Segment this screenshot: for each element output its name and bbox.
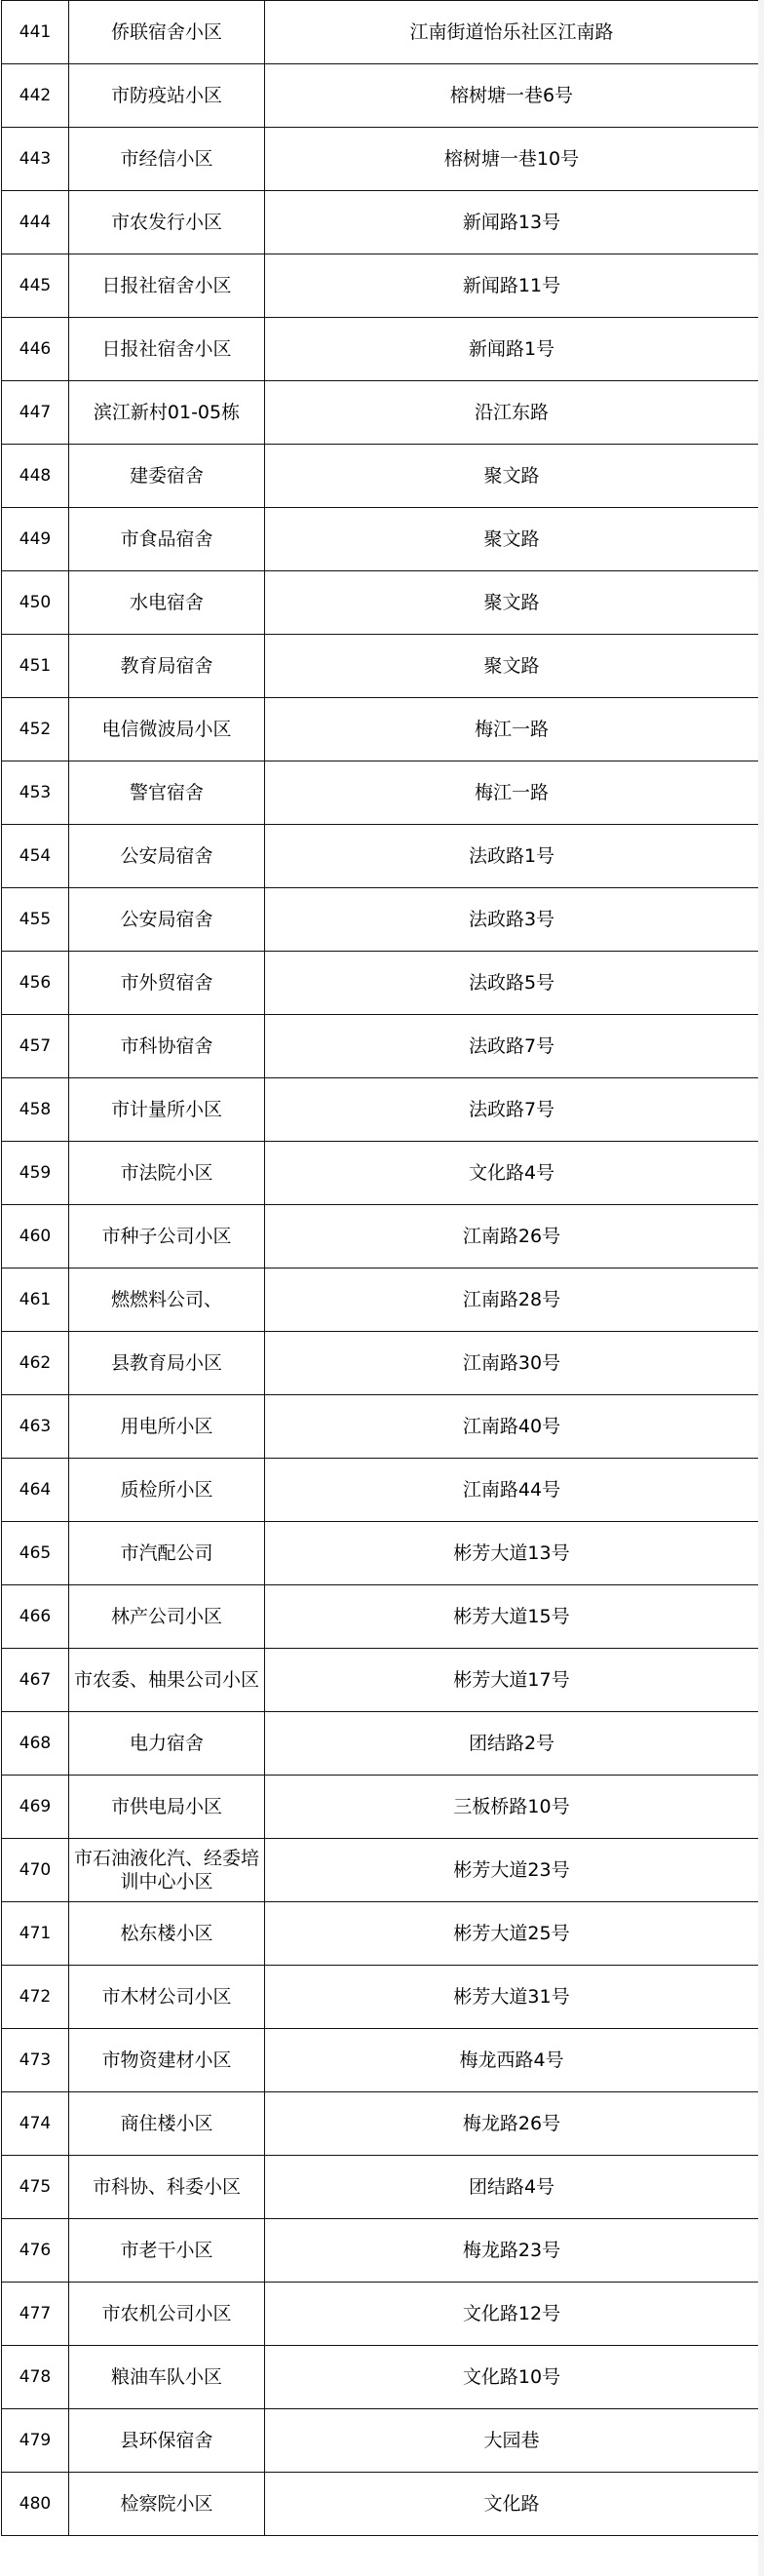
address-cell: 新闻路11号: [265, 254, 759, 318]
row-number-cell: 452: [2, 698, 69, 761]
table-row: [2, 698, 759, 761]
table-row: [2, 1459, 759, 1522]
row-number-cell: 448: [2, 445, 69, 508]
row-number-cell: 463: [2, 1395, 69, 1459]
row-number-cell: 446: [2, 318, 69, 381]
table-row: [2, 1332, 759, 1395]
community-name-cell: 市科协、科委小区: [69, 2156, 265, 2219]
community-name-cell: 滨江新村01-05栋: [69, 381, 265, 445]
address-cell: 江南路40号: [265, 1395, 759, 1459]
row-number-cell: 451: [2, 635, 69, 698]
address-cell: 文化路: [265, 2473, 759, 2536]
table-row: [2, 191, 759, 254]
row-number-cell: 442: [2, 64, 69, 128]
community-name-cell: 市食品宿舍: [69, 508, 265, 571]
community-name-cell: 侨联宿舍小区: [69, 1, 265, 64]
community-name-cell: 教育局宿舍: [69, 635, 265, 698]
address-cell: 彬芳大道23号: [265, 1839, 759, 1902]
community-name-cell: 质检所小区: [69, 1459, 265, 1522]
table-row: [2, 761, 759, 825]
table-row: [2, 2409, 759, 2473]
address-cell: 新闻路13号: [265, 191, 759, 254]
address-cell: 彬芳大道13号: [265, 1522, 759, 1585]
row-number-cell: 453: [2, 761, 69, 825]
table-row: [2, 2473, 759, 2536]
row-number-cell: 444: [2, 191, 69, 254]
community-name-cell: 林产公司小区: [69, 1585, 265, 1649]
row-number-cell: 471: [2, 1902, 69, 1966]
address-cell: 聚文路: [265, 635, 759, 698]
community-name-cell: 市种子公司小区: [69, 1205, 265, 1268]
row-number-cell: 443: [2, 128, 69, 191]
row-number-cell: 476: [2, 2219, 69, 2283]
address-cell: 梅龙路23号: [265, 2219, 759, 2283]
community-name-cell: 市法院小区: [69, 1142, 265, 1205]
address-cell: 沿江东路: [265, 381, 759, 445]
address-cell: 大园巷: [265, 2409, 759, 2473]
address-cell: 梅江一路: [265, 698, 759, 761]
row-number-cell: 472: [2, 1966, 69, 2029]
row-number-cell: 467: [2, 1649, 69, 1712]
community-name-cell: 检察院小区: [69, 2473, 265, 2536]
table-row: [2, 1902, 759, 1966]
community-name-cell: 用电所小区: [69, 1395, 265, 1459]
row-number-cell: 458: [2, 1078, 69, 1142]
table-row: [2, 128, 759, 191]
community-name-cell: 粮油车队小区: [69, 2346, 265, 2409]
row-number-cell: 455: [2, 888, 69, 952]
address-cell: 新闻路1号: [265, 318, 759, 381]
address-cell: 聚文路: [265, 508, 759, 571]
address-cell: 彬芳大道25号: [265, 1902, 759, 1966]
address-cell: 文化路10号: [265, 2346, 759, 2409]
table-row: [2, 952, 759, 1015]
address-cell: 文化路12号: [265, 2283, 759, 2346]
table-row: [2, 318, 759, 381]
table-row: [2, 1839, 759, 1902]
row-number-cell: 457: [2, 1015, 69, 1078]
community-name-cell: 市经信小区: [69, 128, 265, 191]
address-cell: 聚文路: [265, 571, 759, 635]
community-name-cell: 建委宿舍: [69, 445, 265, 508]
address-cell: 聚文路: [265, 445, 759, 508]
community-name-cell: 水电宿舍: [69, 571, 265, 635]
address-cell: 法政路5号: [265, 952, 759, 1015]
table-row: [2, 1712, 759, 1776]
table-row: [2, 1395, 759, 1459]
address-cell: 江南路44号: [265, 1459, 759, 1522]
address-cell: 文化路4号: [265, 1142, 759, 1205]
table-row: [2, 888, 759, 952]
row-number-cell: 477: [2, 2283, 69, 2346]
row-number-cell: 462: [2, 1332, 69, 1395]
community-name-cell: 松东楼小区: [69, 1902, 265, 1966]
address-cell: 彬芳大道15号: [265, 1585, 759, 1649]
row-number-cell: 456: [2, 952, 69, 1015]
community-name-cell: 公安局宿舍: [69, 825, 265, 888]
row-number-cell: 450: [2, 571, 69, 635]
community-name-cell: 市农委、柚果公司小区: [69, 1649, 265, 1712]
address-cell: 法政路3号: [265, 888, 759, 952]
address-cell: 团结路4号: [265, 2156, 759, 2219]
row-number-cell: 445: [2, 254, 69, 318]
table-body: [2, 1, 759, 2536]
community-name-cell: 商住楼小区: [69, 2092, 265, 2156]
table-row: [2, 1776, 759, 1839]
address-cell: 榕树塘一巷6号: [265, 64, 759, 128]
table-row: [2, 445, 759, 508]
table-row: [2, 2219, 759, 2283]
community-name-cell: 市科协宿舍: [69, 1015, 265, 1078]
community-name-cell: 市农机公司小区: [69, 2283, 265, 2346]
row-number-cell: 459: [2, 1142, 69, 1205]
community-name-cell: 公安局宿舍: [69, 888, 265, 952]
address-cell: 榕树塘一巷10号: [265, 128, 759, 191]
community-name-cell: 市木材公司小区: [69, 1966, 265, 2029]
row-number-cell: 468: [2, 1712, 69, 1776]
community-name-cell: 市计量所小区: [69, 1078, 265, 1142]
address-cell: 法政路1号: [265, 825, 759, 888]
table-row: [2, 1078, 759, 1142]
address-cell: 彬芳大道17号: [265, 1649, 759, 1712]
table-row: [2, 1268, 759, 1332]
address-cell: 梅江一路: [265, 761, 759, 825]
address-cell: 法政路7号: [265, 1078, 759, 1142]
community-name-cell: 县教育局小区: [69, 1332, 265, 1395]
row-number-cell: 465: [2, 1522, 69, 1585]
community-name-cell: 市汽配公司: [69, 1522, 265, 1585]
row-number-cell: 470: [2, 1839, 69, 1902]
row-number-cell: 449: [2, 508, 69, 571]
address-cell: 彬芳大道31号: [265, 1966, 759, 2029]
table-row: [2, 2156, 759, 2219]
address-cell: 江南路30号: [265, 1332, 759, 1395]
table-row: [2, 1015, 759, 1078]
table-row: [2, 2092, 759, 2156]
table-row: [2, 825, 759, 888]
row-number-cell: 478: [2, 2346, 69, 2409]
table-row: [2, 2029, 759, 2092]
table-row: [2, 1, 759, 64]
table-row: [2, 1205, 759, 1268]
address-cell: 团结路2号: [265, 1712, 759, 1776]
address-cell: 江南路26号: [265, 1205, 759, 1268]
table-row: [2, 508, 759, 571]
row-number-cell: 480: [2, 2473, 69, 2536]
row-number-cell: 469: [2, 1776, 69, 1839]
address-cell: 江南街道怡乐社区江南路: [265, 1, 759, 64]
row-number-cell: 464: [2, 1459, 69, 1522]
community-table: [1, 0, 759, 2536]
row-number-cell: 454: [2, 825, 69, 888]
row-number-cell: 466: [2, 1585, 69, 1649]
row-number-cell: 461: [2, 1268, 69, 1332]
community-name-cell: 日报社宿舍小区: [69, 318, 265, 381]
row-number-cell: 474: [2, 2092, 69, 2156]
community-name-cell: 市石油液化汽、经委培训中心小区: [69, 1839, 265, 1902]
community-name-cell: 市防疫站小区: [69, 64, 265, 128]
table-row: [2, 1585, 759, 1649]
table-row: [2, 635, 759, 698]
row-number-cell: 479: [2, 2409, 69, 2473]
row-number-cell: 447: [2, 381, 69, 445]
row-number-cell: 460: [2, 1205, 69, 1268]
right-page-edge: [758, 0, 764, 2576]
table-row: [2, 254, 759, 318]
community-name-cell: 市农发行小区: [69, 191, 265, 254]
community-name-cell: 日报社宿舍小区: [69, 254, 265, 318]
address-cell: 梅龙西路4号: [265, 2029, 759, 2092]
row-number-cell: 473: [2, 2029, 69, 2092]
table-row: [2, 381, 759, 445]
community-name-cell: 市外贸宿舍: [69, 952, 265, 1015]
community-name-cell: 市供电局小区: [69, 1776, 265, 1839]
address-cell: 江南路28号: [265, 1268, 759, 1332]
community-name-cell: 市物资建材小区: [69, 2029, 265, 2092]
table-row: [2, 64, 759, 128]
community-name-cell: 燃燃料公司、: [69, 1268, 265, 1332]
address-cell: 梅龙路26号: [265, 2092, 759, 2156]
community-name-cell: 市老干小区: [69, 2219, 265, 2283]
table-row: [2, 2283, 759, 2346]
community-name-cell: 警官宿舍: [69, 761, 265, 825]
table-row: [2, 1142, 759, 1205]
row-number-cell: 475: [2, 2156, 69, 2219]
table-row: [2, 1522, 759, 1585]
row-number-cell: 441: [2, 1, 69, 64]
table-row: [2, 571, 759, 635]
community-name-cell: 电力宿舍: [69, 1712, 265, 1776]
table-row: [2, 1966, 759, 2029]
table-row: [2, 2346, 759, 2409]
table-row: [2, 1649, 759, 1712]
community-name-cell: 电信微波局小区: [69, 698, 265, 761]
address-cell: 三板桥路10号: [265, 1776, 759, 1839]
address-cell: 法政路7号: [265, 1015, 759, 1078]
community-name-cell: 县环保宿舍: [69, 2409, 265, 2473]
